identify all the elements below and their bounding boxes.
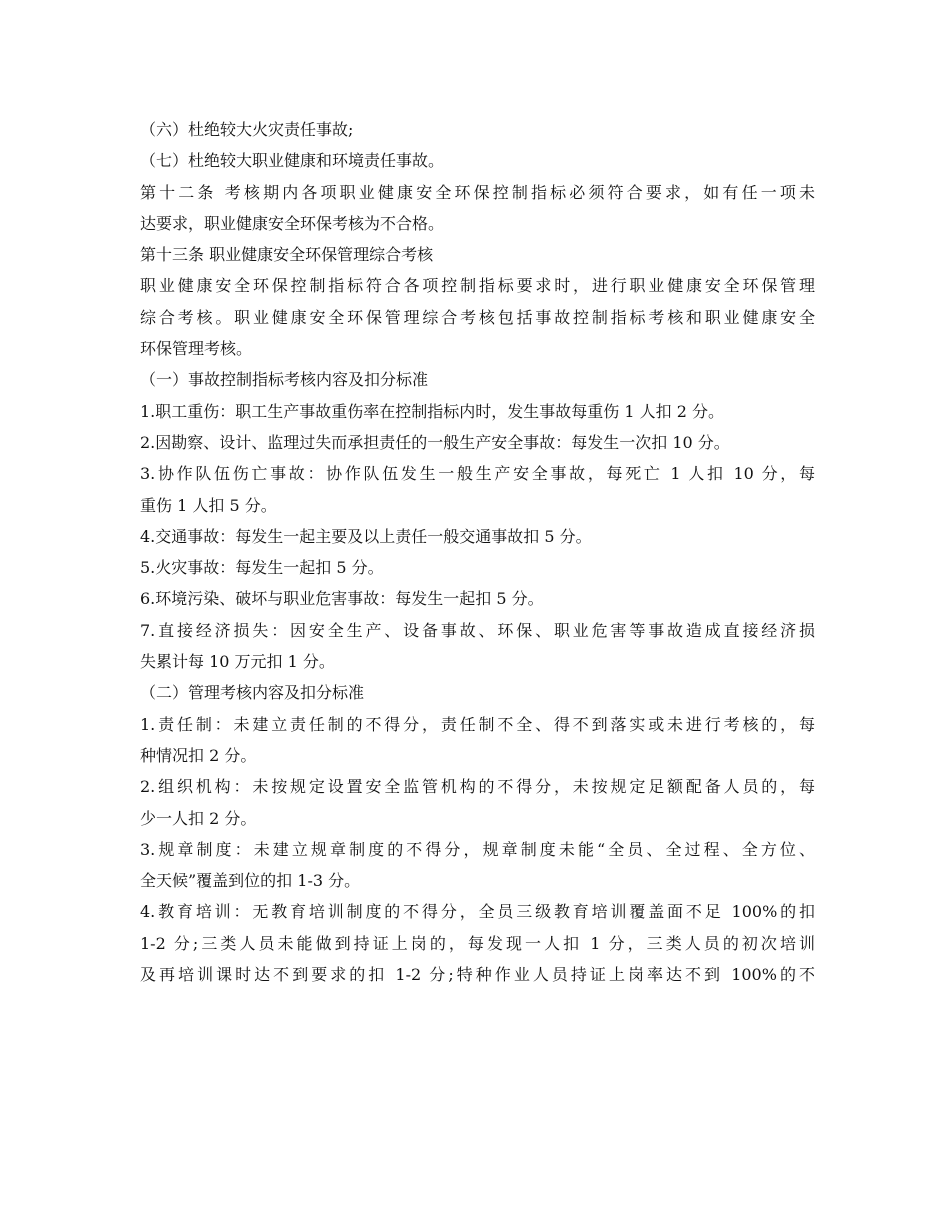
text-line: 5.火灾事故：每发生一起扣 5 分。: [140, 558, 384, 578]
text-line: 种情况扣 2 分。: [140, 745, 257, 765]
text-line: 第十三条 职业健康安全环保管理综合考核: [140, 245, 434, 265]
text-line: （六）杜绝较大火灾责任事故;: [140, 120, 354, 139]
text-line: 1-2 分;三类人员未能做到持证上岗的，每发现一人扣 1 分，三类人员的初次培训: [140, 933, 815, 953]
text-line: 3.规章制度：未建立规章制度的不得分，规章制度未能“全员、全过程、全方位、: [140, 839, 815, 859]
text-line: （七）杜绝较大职业健康和环境责任事故。: [140, 151, 445, 171]
text-line: 第十二条 考核期内各项职业健康安全环保控制指标必须符合要求，如有任一项未: [140, 182, 815, 202]
text-line: （一）事故控制指标考核内容及扣分标准: [140, 370, 429, 390]
text-line: 1.责任制：未建立责任制的不得分，责任制不全、得不到落实或未进行考核的，每: [140, 714, 815, 734]
text-line: 少一人扣 2 分。: [140, 808, 257, 828]
text-line: 2.因勘察、设计、监理过失而承担责任的一般生产安全事故：每发生一次扣 10 分。: [140, 432, 730, 452]
text-line: 4.教育培训：无教育培训制度的不得分，全员三级教育培训覆盖面不足 100%的扣: [140, 902, 815, 922]
text-line: 达要求，职业健康安全环保考核为不合格。: [140, 213, 445, 233]
text-line: （二）管理考核内容及扣分标准: [140, 683, 365, 703]
text-line: 环保管理考核。: [140, 339, 253, 359]
text-line: 及再培训课时达不到要求的扣 1-2 分;特种作业人员持证上岗率达不到 100%的不: [140, 965, 815, 985]
text-line: 3.协作队伍伤亡事故：协作队伍发生一般生产安全事故，每死亡 1 人扣 10 分，每: [140, 464, 815, 484]
text-line: 综合考核。职业健康安全环保管理综合考核包括事故控制指标考核和职业健康安全: [140, 307, 815, 327]
document-page: [140, 114, 815, 990]
text-line: 4.交通事故：每发生一起主要及以上责任一般交通事故扣 5 分。: [140, 526, 592, 546]
text-line: 6.环境污染、破坏与职业危害事故：每发生一起扣 5 分。: [140, 589, 544, 609]
text-line: 2.组织机构：未按规定设置安全监管机构的不得分，未按规定足额配备人员的，每: [140, 777, 815, 797]
text-line: 重伤 1 人扣 5 分。: [140, 495, 277, 515]
text-line: 1.职工重伤：职工生产事故重伤率在控制指标内时，发生事故每重伤 1 人扣 2 分。: [140, 401, 724, 421]
text-line: 职业健康安全环保控制指标符合各项控制指标要求时，进行职业健康安全环保管理: [140, 276, 815, 296]
text-line: 失累计每 10 万元扣 1 分。: [140, 652, 335, 672]
text-line: 7.直接经济损失：因安全生产、设备事故、环保、职业危害等事故造成直接经济损: [140, 620, 815, 640]
text-line: 全天候”覆盖到位的扣 1-3 分。: [140, 871, 361, 891]
